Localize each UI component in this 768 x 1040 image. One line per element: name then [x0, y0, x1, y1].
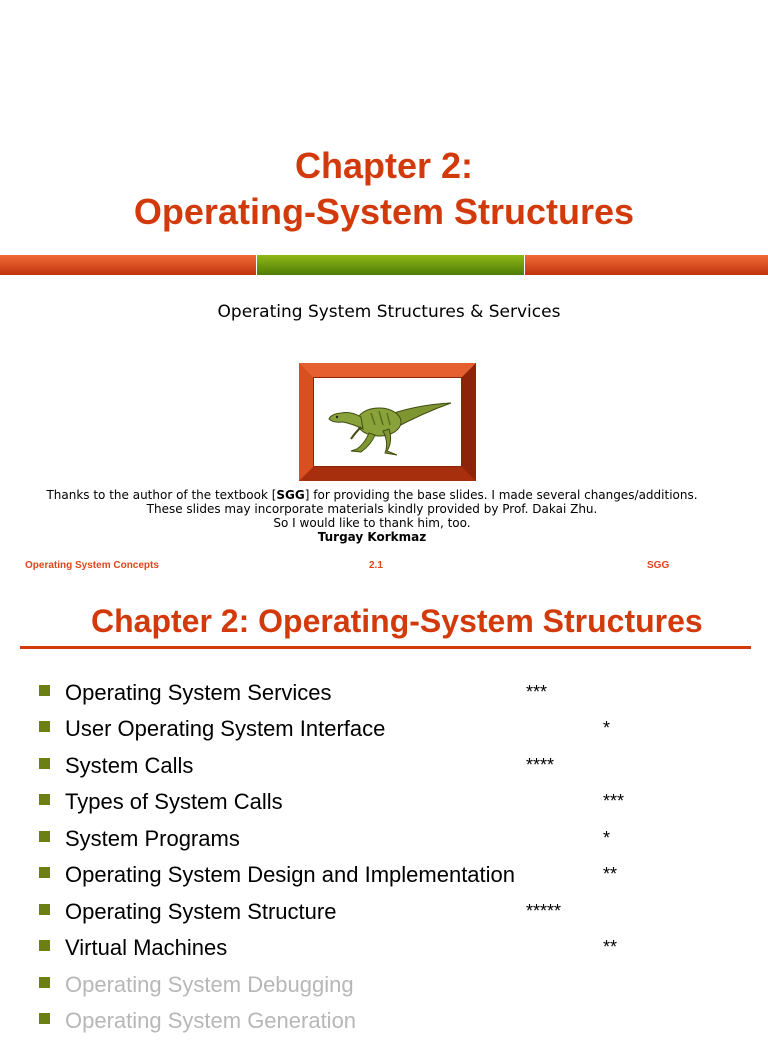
bullet-square-icon — [39, 721, 50, 732]
list-item-label: System Calls — [65, 753, 194, 778]
slide-title-line2: Operating-System Structures — [133, 191, 635, 232]
footer-left: Operating System Concepts — [25, 560, 159, 571]
list-item-label: Operating System Debugging — [65, 972, 354, 997]
slide-title — [0, 143, 768, 235]
list-item — [0, 858, 768, 894]
slide2-title: Chapter 2: Operating-System Structures — [91, 603, 703, 639]
title-bar-left — [0, 255, 256, 275]
bullet-square-icon — [39, 794, 50, 805]
list-item-stars: ** — [603, 937, 618, 957]
ack-author: Turgay Korkmaz — [317, 530, 427, 544]
ack-source: SGG — [276, 488, 305, 502]
list-item — [0, 968, 768, 1004]
list-item-stars: *** — [526, 682, 548, 702]
bullet-square-icon — [39, 867, 50, 878]
list-item — [0, 712, 768, 748]
list-item-label: Operating System Structure — [65, 899, 337, 924]
footer-page-number: 2.1 — [369, 560, 383, 571]
list-item-stars: * — [603, 828, 611, 848]
list-item — [0, 931, 768, 967]
list-item-label: Operating System Services — [65, 680, 332, 705]
footer-right: SGG — [647, 560, 670, 571]
list-item — [0, 1004, 768, 1040]
bullet-square-icon — [39, 977, 50, 988]
list-item-label: Virtual Machines — [65, 935, 228, 960]
ack-line3: So I would like to thank him, too. — [273, 516, 471, 530]
list-item-stars: **** — [526, 755, 555, 775]
list-item-label: Operating System Design and Implementation — [65, 862, 516, 887]
picture-frame — [299, 363, 476, 481]
list-item-label: Operating System Generation — [65, 1008, 357, 1033]
ack-line1-a: Thanks to the author of the textbook [ — [46, 488, 277, 502]
title-bar-middle — [257, 255, 524, 275]
ack-line1-c: ] for providing the base slides. I made several changes/additions. — [304, 488, 698, 502]
acknowledgement — [0, 488, 744, 544]
list-item-stars: *** — [603, 791, 625, 811]
list-item-stars: ** — [603, 864, 618, 884]
bullet-square-icon — [39, 1013, 50, 1024]
dinosaur-icon — [313, 377, 462, 467]
bullet-square-icon — [39, 904, 50, 915]
list-item-label: System Programs — [65, 826, 240, 851]
title-underline — [20, 646, 751, 649]
list-item-stars: * — [603, 718, 611, 738]
list-item — [0, 749, 768, 785]
list-item — [0, 785, 768, 821]
list-item — [0, 822, 768, 858]
bullet-square-icon — [39, 758, 50, 769]
list-item-label: User Operating System Interface — [65, 716, 386, 741]
title-bar-right — [525, 255, 768, 275]
list-item-stars: ***** — [526, 901, 562, 921]
bullet-square-icon — [39, 940, 50, 951]
bullet-square-icon — [39, 685, 50, 696]
slide-subtitle: Operating System Structures & Services — [217, 302, 561, 322]
ack-line2: These slides may incorporate materials kindly provided by Prof. Dakai Zhu. — [146, 502, 598, 516]
list-item-label: Types of System Calls — [65, 789, 283, 814]
slide-title-line1: Chapter 2: — [294, 145, 474, 186]
list-item — [0, 895, 768, 931]
bullet-square-icon — [39, 831, 50, 842]
list-item — [0, 676, 768, 712]
